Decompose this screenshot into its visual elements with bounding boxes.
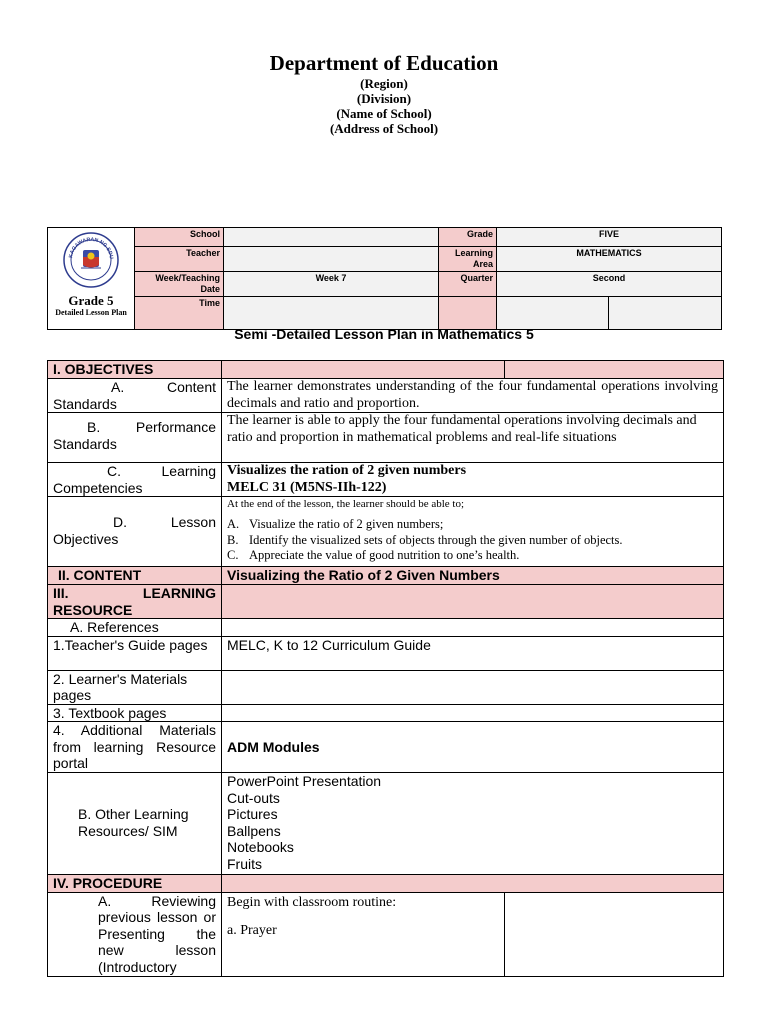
learners-materials-label: 2. Learner's Materials pages bbox=[48, 670, 222, 704]
grade-value[interactable]: FIVE bbox=[497, 228, 722, 247]
quarter-label: Quarter bbox=[439, 272, 497, 297]
lesson-objectives-list bbox=[227, 517, 718, 564]
list-item: Notebooks bbox=[227, 839, 294, 855]
other-resources-label: B. Other Learning Resources/ SIM bbox=[48, 773, 222, 875]
learning-competency: Visualizes the ration of 2 given numbers bbox=[227, 463, 467, 478]
deped-seal-icon bbox=[63, 232, 119, 288]
teachers-guide-value: MELC, K to 12 Curriculum Guide bbox=[222, 636, 724, 670]
content-standards-value: The learner demonstrates understanding of the four fundamental operations involving decimals and ratio and proportion. bbox=[222, 379, 724, 413]
additional-materials-value: ADM Modules bbox=[222, 722, 724, 773]
step-a-extra-cell bbox=[505, 892, 724, 976]
division-line: (Division) bbox=[356, 91, 412, 106]
lesson-objectives-intro: At the end of the lesson, the learner should be able to; bbox=[227, 498, 465, 510]
list-item: Fruits bbox=[227, 855, 262, 872]
content-standards-label bbox=[48, 379, 222, 413]
performance-standards-label-a: B. Performance bbox=[87, 419, 216, 435]
time-extra-cell-2[interactable] bbox=[609, 297, 722, 330]
performance-standards-label-b: Standards bbox=[53, 435, 117, 452]
list-item: Cut-outs bbox=[227, 789, 280, 806]
step-a-label: A. Reviewing previous lesson or Presenting the new lesson (Introductory bbox=[48, 892, 222, 976]
learning-competencies-label bbox=[48, 463, 222, 497]
objectives-heading-cell-3 bbox=[505, 361, 724, 379]
learning-resource-heading-a: III. LEARNING bbox=[53, 585, 216, 601]
learning-area-label: Learning Area bbox=[439, 247, 497, 272]
references-value bbox=[222, 619, 724, 637]
learners-materials-value bbox=[222, 670, 724, 704]
region-line: (Region) bbox=[360, 76, 408, 91]
references-label: A. References bbox=[48, 619, 222, 637]
list-text: Visualize the ratio of 2 given numbers; bbox=[249, 517, 444, 531]
learning-competencies-value bbox=[222, 463, 724, 497]
performance-standards-label bbox=[48, 413, 222, 463]
procedure-heading-value bbox=[222, 875, 724, 893]
list-text: Appreciate the value of good nutrition to one’s health. bbox=[249, 548, 520, 562]
learning-area-value[interactable]: MATHEMATICS bbox=[497, 247, 722, 272]
textbook-value bbox=[222, 704, 724, 722]
additional-materials-label: 4. Additional Materials from learning Resource portal bbox=[48, 722, 222, 773]
list-item: Pictures bbox=[227, 806, 278, 822]
lesson-objectives-label-b: Objectives bbox=[53, 530, 119, 547]
school-name-line: (Name of School) bbox=[336, 106, 432, 121]
list-marker: A. bbox=[227, 517, 240, 531]
list-item bbox=[227, 548, 718, 564]
step-a-value bbox=[222, 892, 505, 976]
school-address-line: (Address of School) bbox=[329, 121, 439, 136]
list-text: Identify the visualized sets of objects through the given number of objects. bbox=[249, 532, 623, 547]
lesson-info-table bbox=[47, 227, 722, 330]
list-marker: B. bbox=[227, 532, 239, 547]
list-item bbox=[227, 532, 718, 549]
list-item bbox=[227, 517, 718, 533]
document-header bbox=[0, 50, 768, 136]
list-marker: C. bbox=[227, 548, 239, 562]
school-value[interactable] bbox=[224, 228, 439, 247]
other-resources-value bbox=[222, 773, 724, 875]
grade-label: Grade 5 bbox=[68, 293, 114, 308]
plan-title: Semi -Detailed Lesson Plan in Mathematics 5 bbox=[234, 326, 534, 342]
time-value[interactable] bbox=[224, 297, 439, 330]
teacher-value[interactable] bbox=[224, 247, 439, 272]
seal-text: KAGAWARAN NG EDU bbox=[68, 236, 115, 260]
performance-standards-value: The learner is able to apply the four fundamental operations involving decimals and ratio and proportion in mathematical problems and real-life situations bbox=[222, 413, 724, 463]
content-standards-label-a: A. Content bbox=[111, 379, 216, 395]
learning-resource-heading bbox=[48, 585, 222, 619]
list-item: Ballpens bbox=[227, 822, 281, 839]
lesson-objectives-value bbox=[222, 497, 724, 567]
step-a-line2: a. Prayer bbox=[227, 923, 277, 938]
week-value[interactable]: Week 7 bbox=[224, 272, 439, 297]
step-a-line1: Begin with classroom routine: bbox=[227, 894, 397, 910]
week-label: Week/Teaching Date bbox=[135, 272, 224, 297]
teacher-label: Teacher bbox=[135, 247, 224, 272]
objectives-heading: I. OBJECTIVES bbox=[48, 361, 222, 379]
grade-field-label: Grade bbox=[439, 228, 497, 247]
teachers-guide-label: 1.Teacher's Guide pages bbox=[48, 636, 222, 670]
learning-competencies-label-a: C. Learning bbox=[107, 463, 216, 479]
time-spacer-cell bbox=[439, 297, 497, 330]
procedure-heading: IV. PROCEDURE bbox=[48, 875, 222, 893]
time-label: Time bbox=[135, 297, 224, 330]
content-heading: II. CONTENT bbox=[48, 567, 222, 585]
quarter-value[interactable]: Second bbox=[497, 272, 722, 297]
learning-resource-heading-value bbox=[222, 585, 724, 619]
learning-competencies-label-b: Competencies bbox=[53, 479, 143, 496]
content-standards-label-b: Standards bbox=[53, 395, 117, 412]
list-item: PowerPoint Presentation bbox=[227, 773, 382, 789]
lesson-objectives-label-a: D. Lesson bbox=[113, 514, 216, 530]
logo-cell bbox=[48, 228, 135, 330]
content-value: Visualizing the Ratio of 2 Given Numbers bbox=[222, 567, 724, 585]
department-title: Department of Education bbox=[269, 51, 499, 75]
lesson-plan-table bbox=[47, 360, 724, 977]
learning-resource-heading-b: RESOURCE bbox=[53, 601, 133, 618]
objectives-heading-cell-2 bbox=[222, 361, 505, 379]
dlp-label: Detailed Lesson Plan bbox=[55, 308, 127, 317]
school-label: School bbox=[135, 228, 224, 247]
textbook-label: 3. Textbook pages bbox=[48, 704, 222, 722]
melc-code: MELC 31 (M5NS-IIh-122) bbox=[227, 479, 387, 495]
lesson-objectives-label bbox=[48, 497, 222, 567]
time-extra-cell-1[interactable] bbox=[497, 297, 609, 330]
